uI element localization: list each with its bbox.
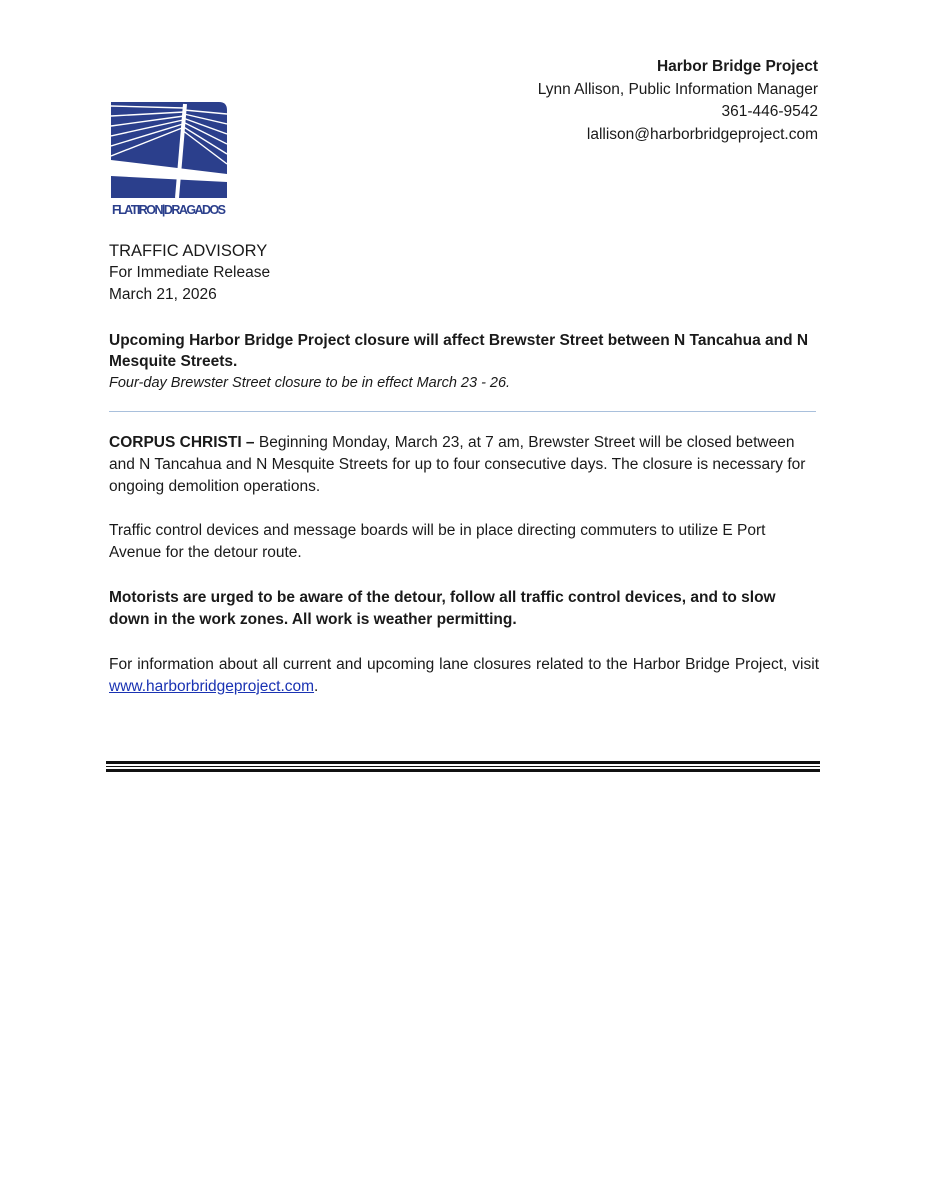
subheadline: Four-day Brewster Street closure to be in effect March 23 - 26. (109, 375, 511, 391)
contact-phone: 361-446-9542 (721, 103, 818, 120)
paragraph-intro-text: Beginning Monday, March 23, at 7 am, Brewster Street will be closed between and N Tancahua and N Mesquite Streets for up to four consecutive days. The closure is necessary for ongoing demolition operations. (109, 434, 806, 495)
paragraph-info-end: . (314, 678, 319, 695)
headline: Upcoming Harbor Bridge Project closure will affect Brewster Street between N Tancahua and N Mesquite Streets. (109, 332, 809, 370)
footer-divider (106, 761, 820, 772)
paragraph-info-text: For information about all current and upcoming lane closures related to the Harbor Bridge Project, visit (109, 656, 819, 673)
contact-email: lallison@harborbridgeproject.com (586, 125, 818, 143)
advisory-type: TRAFFIC ADVISORY (109, 242, 268, 260)
logo-wordmark: FLATIRON|DRAGADOS (112, 203, 226, 217)
divider-line (109, 411, 816, 412)
paragraph-detour: Traffic control devices and message boards will be in place directing commuters to utilize E Port Avenue for the detour route. (109, 522, 766, 561)
contact-block (538, 56, 818, 146)
release-date: March 21, 2026 (109, 286, 217, 303)
flatiron-dragados-logo (109, 102, 228, 218)
paragraph-warning: Motorists are urged to be aware of the detour, follow all traffic control devices, and to slow down in the work zones. All work is weather permitting. (109, 589, 776, 628)
paragraph-info (109, 654, 819, 698)
advisory-block (109, 240, 270, 306)
dateline: CORPUS CHRISTI – (109, 434, 255, 451)
contact-person: Lynn Allison, Public Information Manager (537, 80, 818, 98)
website-link[interactable]: www.harborbridgeproject.com (109, 678, 315, 695)
bridge-logo-icon (109, 102, 228, 218)
paragraph-intro (109, 432, 819, 498)
organization-name: Harbor Bridge Project (656, 58, 818, 75)
release-note: For Immediate Release (109, 264, 271, 281)
